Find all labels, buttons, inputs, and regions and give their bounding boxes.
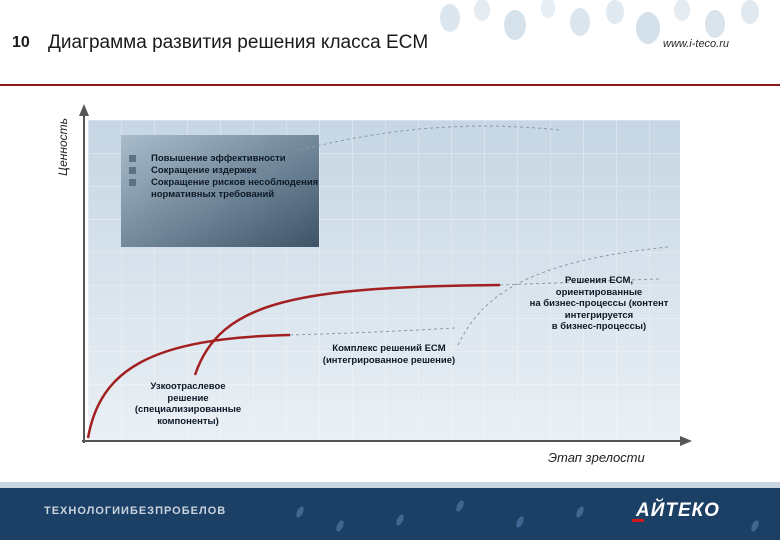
company-logo: АЙТЕКО bbox=[636, 500, 720, 521]
page-title: Диаграмма развития решения класса ECM bbox=[48, 32, 429, 53]
benefit-item bbox=[129, 153, 319, 165]
bullet-icon bbox=[129, 179, 136, 186]
benefits-callout bbox=[121, 135, 319, 247]
y-axis-arrow bbox=[79, 104, 89, 116]
x-axis-label: Этап зрелости bbox=[548, 450, 645, 465]
benefits-list bbox=[129, 153, 319, 201]
benefit-item bbox=[129, 177, 319, 201]
stage-2-label: Комплекс решений ECM (интегрированное решение) bbox=[322, 343, 456, 366]
stage-1-label: Узкоотраслевое решение (специализированные компоненты) bbox=[134, 381, 242, 427]
stage-3-label: Решения ECM, ориентированные на бизнес-процессы (контент интегрируется в бизнес-процессы) bbox=[529, 275, 669, 332]
website-url: www.i-teco.ru bbox=[663, 38, 730, 50]
benefit-text: Сокращение рисков несоблюдения нормативных требований bbox=[151, 177, 319, 200]
benefit-text: Повышение эффективности bbox=[151, 153, 286, 164]
footer-tagline: ТЕХНОЛОГИИБЕЗПРОБЕЛОВ bbox=[44, 505, 227, 517]
slide-number: 10 bbox=[12, 34, 30, 51]
benefit-text: Сокращение издержек bbox=[151, 165, 257, 176]
benefit-item bbox=[129, 165, 319, 177]
bullet-icon bbox=[129, 167, 136, 174]
bullet-icon bbox=[129, 155, 136, 162]
y-axis-label: Ценность bbox=[56, 118, 70, 176]
x-axis-arrow bbox=[680, 436, 692, 446]
